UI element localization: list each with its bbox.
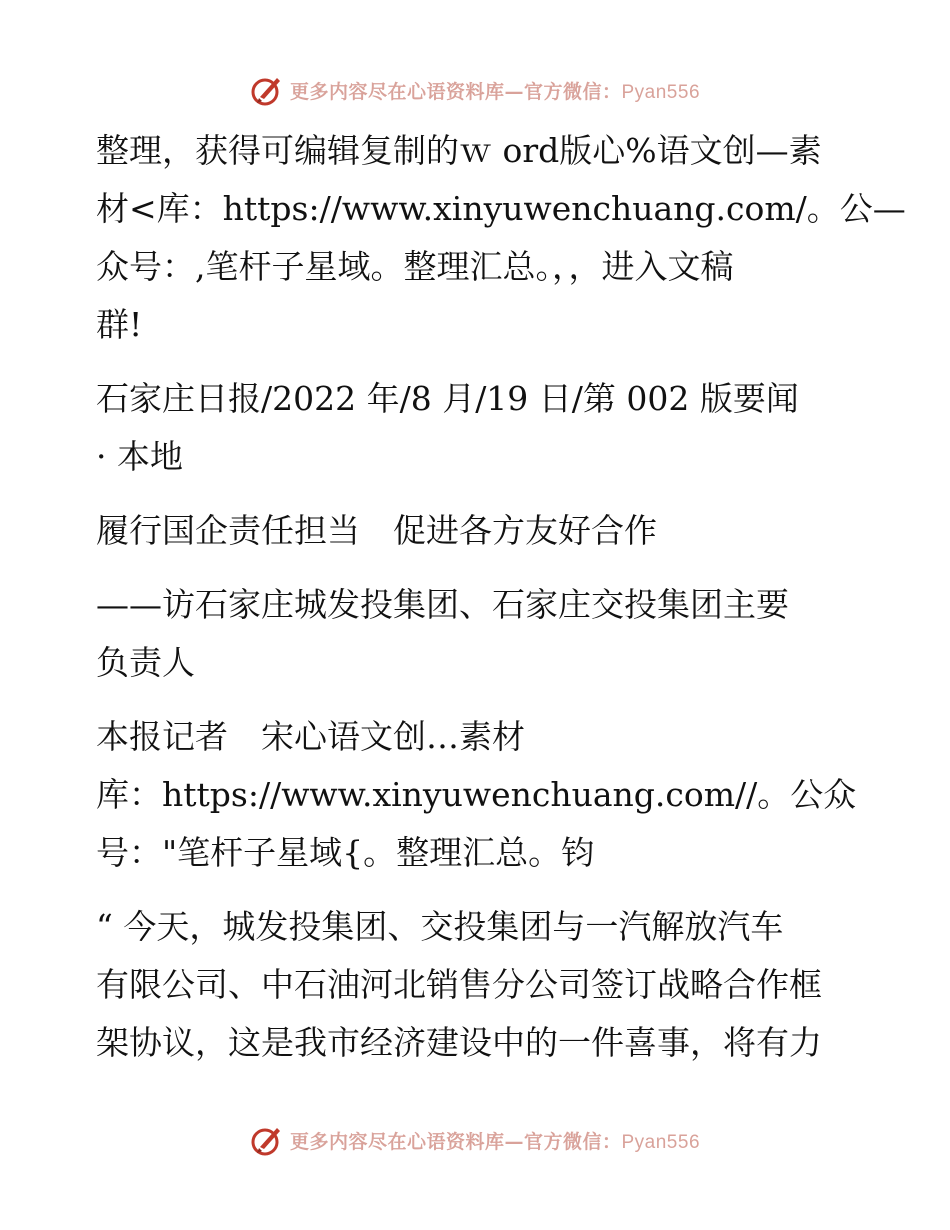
text-line: 有限公司、中石油河北销售分公司签订战略合作框 bbox=[96, 965, 822, 1004]
article-title bbox=[96, 502, 856, 560]
paragraph-source-note bbox=[96, 122, 906, 354]
paragraph-byline bbox=[96, 708, 856, 882]
watermark-label: 更多内容尽在心语资料库—官方微信： bbox=[289, 1130, 622, 1153]
paragraph-body bbox=[96, 898, 856, 1072]
text-line: 众号：,笔杆子星域。整理汇总。，，进入文稿 bbox=[96, 247, 734, 286]
text-line: 群! bbox=[96, 305, 143, 344]
text-line: 负责人 bbox=[96, 643, 195, 682]
text-line: “ 今天，城发投集团、交投集团与一汽解放汽车 bbox=[96, 907, 784, 946]
watermark-label: 更多内容尽在心语资料库—官方微信： bbox=[289, 80, 622, 103]
text-line: 石家庄日报/2022 年/8 月/19 日/第 002 版要闻 bbox=[96, 379, 799, 418]
watermark-group bbox=[250, 1123, 700, 1157]
quill-seal-icon bbox=[250, 1123, 284, 1157]
watermark-handle: Pyan556 bbox=[621, 1131, 701, 1153]
paragraph-publication-info bbox=[96, 370, 856, 486]
text-line: 整理，获得可编辑复制的ｗ ord版心%语文创—素 bbox=[96, 131, 822, 170]
text-line: 号："笔杆子星域{。整理汇总。钧 bbox=[96, 833, 595, 872]
text-line: 架协议，这是我市经济建设中的一件喜事，将有力 bbox=[96, 1023, 822, 1062]
watermark-banner-top bbox=[0, 70, 950, 110]
text-line: 库：https://www.xinyuwenchuang.com//。公众 bbox=[96, 775, 857, 814]
text-line: · 本地 bbox=[96, 437, 183, 476]
text-line: ——访石家庄城发投集团、石家庄交投集团主要 bbox=[96, 585, 789, 624]
quill-seal-icon bbox=[250, 73, 284, 107]
document-body bbox=[96, 122, 906, 1088]
watermark-group bbox=[250, 73, 700, 107]
watermark-text bbox=[290, 1127, 700, 1154]
watermark-handle: Pyan556 bbox=[621, 81, 701, 103]
article-subtitle bbox=[96, 576, 856, 692]
text-line: 履行国企责任担当 促进各方友好合作 bbox=[96, 511, 657, 550]
watermark-text bbox=[290, 77, 700, 104]
text-line: 本报记者 宋心语文创…素材 bbox=[96, 717, 525, 756]
watermark-banner-bottom bbox=[0, 1120, 950, 1160]
text-line: 材<库：https://www.xinyuwenchuang.com/。公— bbox=[96, 189, 906, 228]
